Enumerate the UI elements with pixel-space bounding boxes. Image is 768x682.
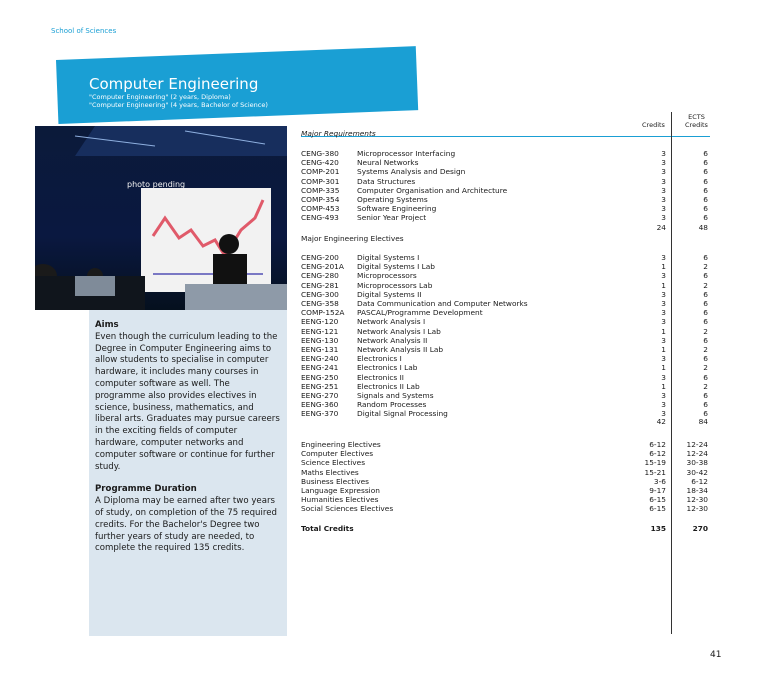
course-ects: 6 [703,195,708,204]
programme-title: Computer Engineering [89,75,259,93]
course-code: CENG-420 [301,158,339,168]
course-title: Operating Systems [357,195,428,204]
course-code: COMP-335 [301,185,340,195]
course-title: Digital Systems II [357,289,422,299]
lecture-scene [35,126,287,310]
grand-total-ects: 270 [692,524,708,533]
group-credits: 3-6 [653,476,666,486]
group-credits: 6-12 [649,449,666,459]
course-title: Network Analysis I [357,317,426,327]
course-ects: 6 [703,149,708,158]
course-ects: 6 [703,176,708,186]
elective-group: Business Electives [301,476,369,486]
elective-group: Social Sciences Electives [301,504,394,514]
programme-subtitle-diploma: "Computer Engineering" (2 years, Diploma) [89,93,231,101]
course-ects: 2 [703,363,708,373]
course-code: CENG-493 [301,213,339,223]
elective-group: Computer Electives [301,449,374,459]
course-code: CENG-358 [301,299,339,308]
total-ects: 84 [698,416,708,426]
duration-heading: Programme Duration [95,484,197,495]
course-title: Digital Signal Processing [357,409,448,419]
ects-header [685,113,708,129]
course-title: Microprocessors Lab [357,280,433,290]
course-title: Systems Analysis and Design [357,167,466,177]
course-credits: 3 [661,372,666,382]
course-title: Electronics II [357,372,404,382]
course-code: CENG-201A [301,262,344,272]
total-credits: 24 [656,222,666,232]
course-credits: 3 [661,253,666,262]
course-ects: 6 [703,204,708,214]
course-ects: 2 [703,326,708,336]
elective-group: Language Expression [301,486,380,495]
course-title: Random Processes [357,400,427,410]
course-code: EENG-370 [301,409,339,419]
aims-heading: Aims [95,320,119,330]
course-ects: 6 [703,409,708,419]
course-code: COMP-453 [301,204,340,214]
course-credits: 1 [661,381,666,391]
duration-text: A Diploma may be earned after two years of study, on completion of the 75 required credits. For the Bachelor's Degree two further years of study are needed, to complete the required 135 credits. [95,496,277,554]
course-code: EENG-360 [301,400,339,410]
course-code: CENG-200 [301,253,339,262]
course-code: CENG-280 [301,271,339,281]
course-code: EENG-120 [301,317,339,327]
elective-group: Engineering Electives [301,440,381,449]
course-title: Electronics I Lab [357,363,418,373]
photo-pending-label: photo pending [127,180,186,189]
course-credits: 3 [661,308,666,318]
credits-header: Credits [642,121,665,129]
course-credits: 3 [661,317,666,327]
course-credits: 3 [661,391,666,400]
course-ects: 6 [703,167,708,177]
course-credits: 1 [661,345,666,354]
course-title: Network Analysis I Lab [357,326,441,336]
group-ects: 12-30 [686,495,708,505]
major-requirements-label-text: Major Requirements [301,129,376,138]
course-credits: 3 [661,409,666,419]
aims-section [95,320,281,566]
course-title: Electronics I [357,354,402,364]
course-credits: 3 [661,289,666,299]
course-code: EENG-270 [301,391,339,400]
course-credits: 3 [661,149,666,158]
elective-group: Humanities Electives [301,495,379,505]
course-code: EENG-130 [301,335,339,345]
course-ects: 2 [703,381,708,391]
course-ects: 2 [703,280,708,290]
course-ects: 6 [703,271,708,281]
course-code: EENG-250 [301,372,339,382]
group-credits: 6-15 [649,495,666,505]
group-ects: 30-38 [686,458,708,468]
course-code: EENG-131 [301,345,339,354]
group-credits: 15-21 [644,467,666,477]
grand-total-label: Total Credits [301,524,354,533]
course-title: Network Analysis II [357,335,428,345]
course-code: EENG-240 [301,354,339,364]
group-ects: 18-34 [686,486,708,495]
course-code: COMP-201 [301,167,340,177]
course-title: Digital Systems I [357,253,420,262]
course-credits: 1 [661,363,666,373]
course-credits: 3 [661,213,666,223]
major-engineering-electives-label-text: Major Engineering Electives [301,234,404,243]
group-credits: 9-17 [649,486,666,495]
course-ects: 6 [703,391,708,400]
course-credits: 3 [661,400,666,410]
course-ects: 6 [703,354,708,364]
course-code: CENG-300 [301,289,339,299]
course-title: Senior Year Project [357,213,427,223]
course-code: EENG-251 [301,381,339,391]
course-title: Signals and Systems [357,391,434,400]
group-ects: 12-30 [686,504,708,514]
course-title: Microprocessor Interfacing [357,149,456,158]
course-ects: 6 [703,185,708,195]
banner-text [89,75,268,109]
school-label: School of Sciences [51,27,117,35]
course-ects: 2 [703,345,708,354]
course-title: Microprocessors [357,271,417,281]
aims-text: Even though the curriculum leading to the Degree in Computer Engineering aims to allow students to specialise in computer hardware, it includes many courses in computer software as well. The programme also provides electives in science, business, mathematics, and liberal arts. Graduates may pursue careers in the exciting fields of computer hardware, computer networks and computer software or continue for further study. [95,331,280,472]
course-code: CENG-281 [301,280,339,290]
course-title: Digital Systems I Lab [357,262,435,272]
course-ects: 2 [703,262,708,272]
group-ects: 30-42 [686,467,708,477]
course-ects: 6 [703,289,708,299]
course-code: EENG-241 [301,363,339,373]
group-ects: 12-24 [686,440,708,449]
course-credits: 3 [661,204,666,214]
course-ects: 6 [703,372,708,382]
column-rule [671,112,672,634]
course-credits: 3 [661,354,666,364]
course-title: Data Communication and Computer Networks [357,299,528,308]
programme-subtitle-bachelor: "Computer Engineering" (4 years, Bachelor of Science) [89,101,268,109]
course-credits: 3 [661,335,666,345]
course-ects: 6 [703,158,708,168]
course-code: COMP-301 [301,176,340,186]
course-credits: 3 [661,167,666,177]
course-credits: 1 [661,326,666,336]
course-credits: 1 [661,280,666,290]
course-code: COMP-152A [301,308,345,318]
course-credits: 3 [661,271,666,281]
course-ects: 6 [703,400,708,410]
course-code: COMP-354 [301,195,340,204]
course-title: Network Analysis II Lab [357,345,444,354]
course-title: Software Engineering [357,204,437,214]
course-title: Neural Networks [357,158,419,168]
ects-header-line2: Credits [685,121,708,129]
course-title: Computer Organisation and Architecture [357,185,508,195]
course-credits: 3 [661,158,666,168]
course-credits: 3 [661,185,666,195]
total-credits: 42 [656,416,666,426]
course-credits: 3 [661,176,666,186]
group-credits: 6-12 [649,440,666,449]
page-number: 41 [710,650,722,660]
group-credits: 6-15 [649,504,666,514]
course-ects: 6 [703,308,708,318]
ects-header-line1: ECTS [688,113,705,121]
grand-total-credits: 135 [650,524,666,533]
course-ects: 6 [703,317,708,327]
elective-group: Maths Electives [301,467,359,477]
elective-group: Science Electives [301,458,366,468]
course-credits: 1 [661,262,666,272]
course-ects: 6 [703,299,708,308]
course-title: Electronics II Lab [357,381,420,391]
group-credits: 15-19 [644,458,666,468]
course-title: PASCAL/Programme Development [357,308,483,318]
course-code: CENG-380 [301,149,339,158]
group-ects: 6-12 [691,476,708,486]
course-title: Data Structures [357,176,416,186]
course-ects: 6 [703,335,708,345]
total-ects: 48 [698,222,708,232]
course-ects: 6 [703,253,708,262]
group-ects: 12-24 [686,449,708,459]
course-credits: 3 [661,195,666,204]
course-ects: 6 [703,213,708,223]
course-credits: 3 [661,299,666,308]
lecture-photo [35,126,287,310]
course-code: EENG-121 [301,326,339,336]
